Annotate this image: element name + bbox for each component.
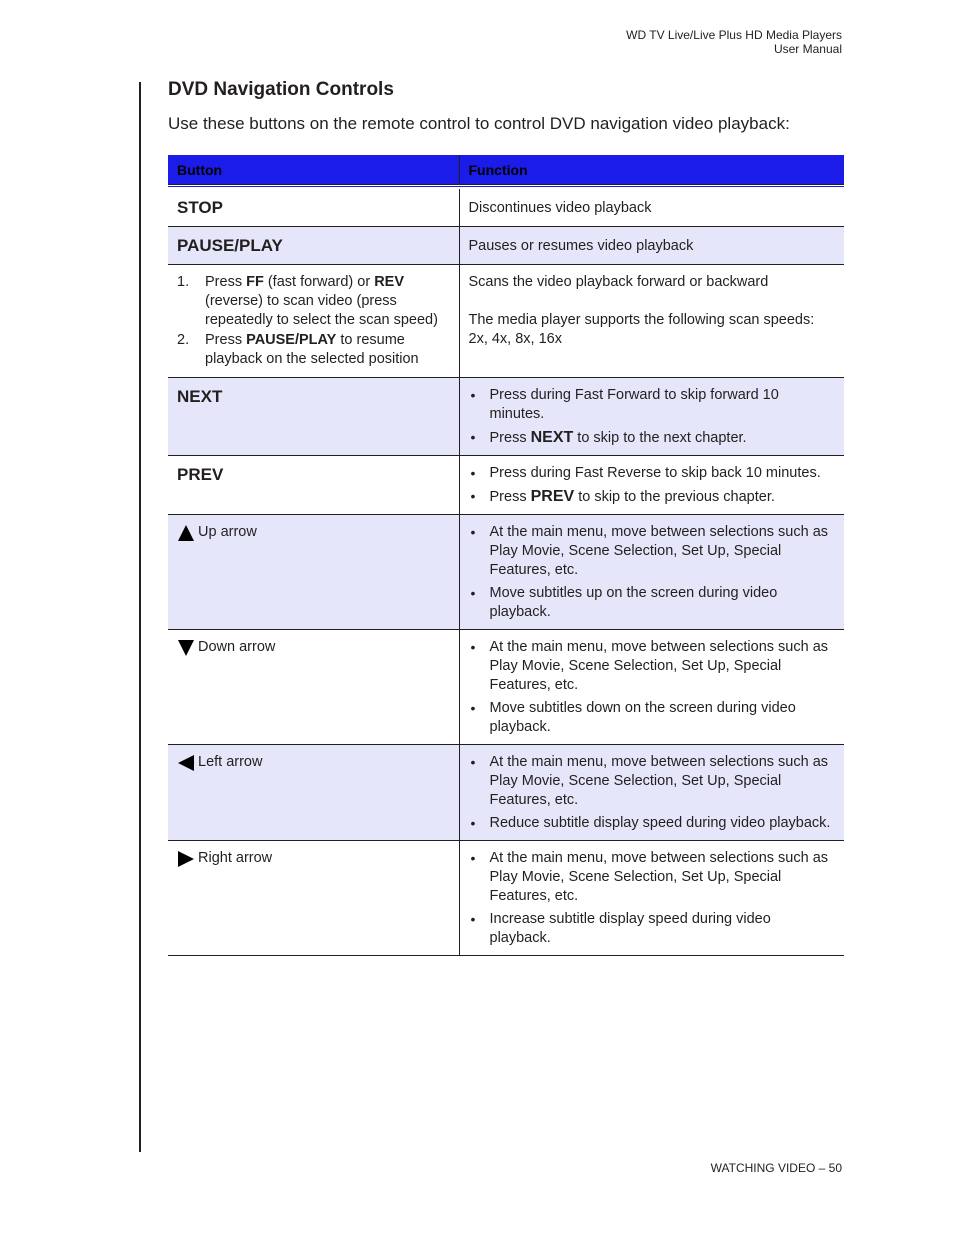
- function-scan-desc: Scans the video playback forward or backward: [468, 274, 769, 290]
- up-arrow-icon: [177, 524, 195, 542]
- margin-rule: [139, 82, 141, 1152]
- page-footer: [711, 1161, 842, 1175]
- table-row-pause-play: [168, 227, 844, 265]
- function-next: [469, 386, 836, 448]
- left-arrow-icon: [177, 754, 195, 772]
- button-name-left: Left arrow: [198, 754, 263, 770]
- prev-key: PREV: [530, 488, 575, 505]
- page-number: 50: [828, 1161, 842, 1175]
- function-right: [469, 849, 836, 948]
- list-item: • Press PREV to skip to the previous chapter.: [470, 488, 775, 505]
- button-name-prev: PREV: [177, 465, 224, 484]
- button-name-next: NEXT: [177, 387, 223, 406]
- list-item: • Increase subtitle display speed during video playback.: [470, 911, 771, 946]
- table-row-left: [168, 745, 844, 841]
- button-name-down: Down arrow: [198, 639, 276, 655]
- button-name-up: Up arrow: [198, 524, 257, 540]
- list-item: • At the main menu, move between selections such as Play Movie, Scene Selection, Set Up, Special Features, etc.: [470, 754, 829, 808]
- section-title: DVD Navigation Controls: [168, 79, 394, 100]
- list-item: • Press during Fast Forward to skip forward 10 minutes.: [470, 387, 779, 422]
- running-header: [626, 28, 842, 56]
- list-item: • At the main menu, move between selections such as Play Movie, Scene Selection, Set Up, Special Features, etc.: [470, 639, 829, 693]
- header-doc-type: User Manual: [773, 42, 842, 56]
- function-up: [469, 523, 836, 622]
- footer-section: WATCHING VIDEO: [710, 1161, 816, 1175]
- dvd-controls-table: [168, 155, 844, 956]
- function-down: [469, 638, 836, 737]
- function-stop: Discontinues video playback: [468, 200, 652, 216]
- function-pause-play: Pauses or resumes video playback: [468, 238, 694, 254]
- button-name-right: Right arrow: [198, 850, 273, 866]
- intro-paragraph: Use these buttons on the remote control to control DVD navigation video playback:: [168, 114, 790, 133]
- list-item: • Reduce subtitle display speed during video playback.: [470, 815, 831, 831]
- list-item: • Move subtitles down on the screen during video playback.: [470, 700, 796, 735]
- header-function: Function: [459, 155, 844, 187]
- header-button: Button: [168, 155, 459, 187]
- table-row-prev: [168, 456, 844, 515]
- button-name-stop: STOP: [177, 198, 223, 217]
- list-item: • At the main menu, move between selections such as Play Movie, Scene Selection, Set Up, Special Features, etc.: [470, 850, 829, 904]
- table-row-down: [168, 630, 844, 745]
- table-header-row: [168, 155, 844, 187]
- right-arrow-icon: [177, 850, 195, 868]
- table-row-up: [168, 515, 844, 630]
- list-item: • Press during Fast Reverse to skip back 10 minutes.: [470, 465, 821, 481]
- list-item: • Move subtitles up on the screen during video playback.: [470, 585, 778, 620]
- scan-steps: [177, 273, 450, 369]
- pause-play-key: PAUSE/PLAY: [246, 332, 337, 348]
- footer-separator: –: [815, 1161, 829, 1175]
- rev-key: REV: [374, 274, 405, 290]
- ff-key: FF: [246, 274, 264, 290]
- table-row-next: [168, 378, 844, 456]
- function-left: [469, 753, 836, 833]
- function-scan-speeds: The media player supports the following scan speeds: 2x, 4x, 8x, 16x: [468, 312, 815, 347]
- down-arrow-icon: [177, 639, 195, 657]
- header-product: WD TV Live/Live Plus HD Media Players: [626, 28, 842, 42]
- table-row-stop: [168, 187, 844, 227]
- table-row-scan: [168, 265, 844, 378]
- table-row-right: [168, 841, 844, 956]
- list-item: • Press NEXT to skip to the next chapter.: [470, 429, 747, 446]
- next-key: NEXT: [530, 429, 574, 446]
- list-item: 2. Press PAUSE/PLAY to resume playback on the selected position: [177, 332, 419, 367]
- list-item: 1. Press FF (fast forward) or REV (reverse) to scan video (press repeatedly to select the scan speed): [177, 274, 438, 328]
- function-prev: [469, 464, 836, 507]
- list-item: • At the main menu, move between selections such as Play Movie, Scene Selection, Set Up, Special Features, etc.: [470, 524, 829, 578]
- button-name-pause-play: PAUSE/PLAY: [177, 236, 283, 255]
